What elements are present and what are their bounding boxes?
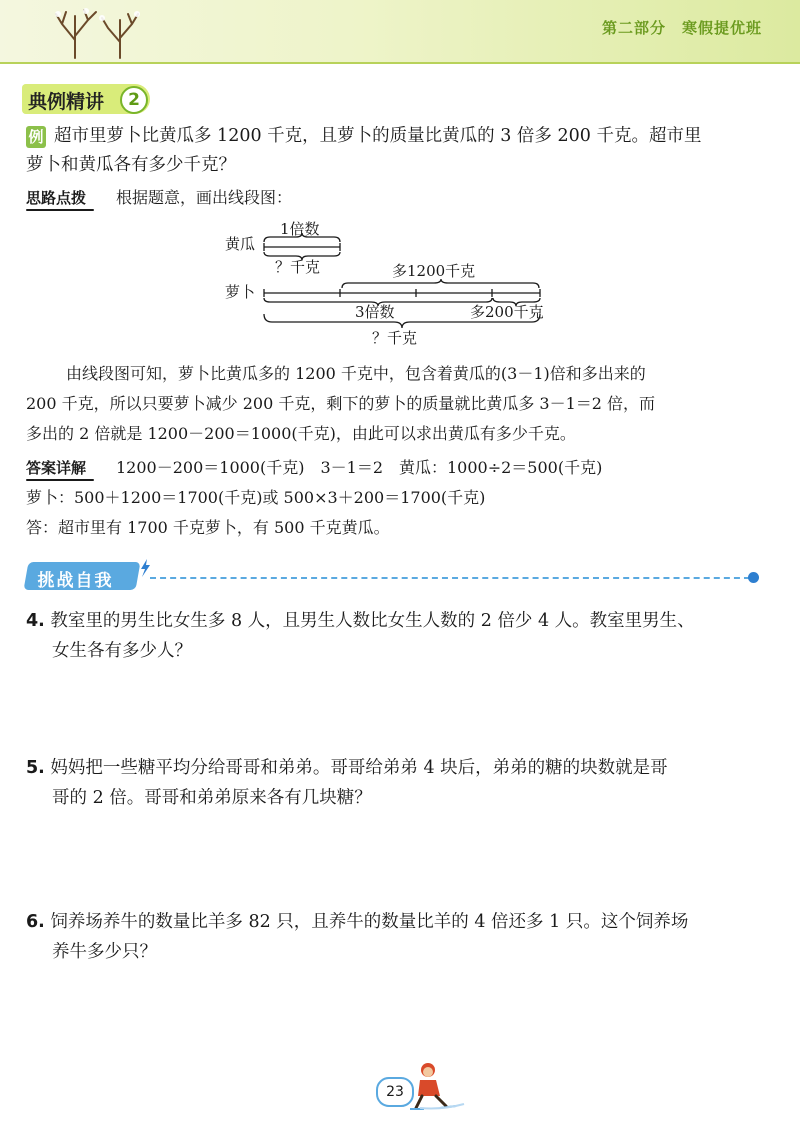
skater-icon [406, 1060, 466, 1112]
line-segment-diagram [0, 0, 800, 360]
analysis-line-3: 多出的 2 倍就是 1200－200＝1000(千克)，由此可以求出黄瓜有多少千克。 [26, 424, 576, 443]
challenge-banner [24, 562, 141, 590]
answer-line-3: 答：超市里有 1700 千克萝卜，有 500 千克黄瓜。 [26, 518, 390, 537]
analysis-line-2: 200 千克，所以只要萝卜减少 200 千克，剩下的萝卜的质量就比黄瓜多 3－1＝2 倍，而 [26, 394, 656, 413]
question-4-line-2: 女生各有多少人？ [52, 641, 192, 661]
question-5-line-2: 哥的 2 倍。哥哥和弟弟原来各有几块糖？ [52, 788, 372, 808]
diagram-unknown-top: ？千克 [275, 258, 321, 276]
hint-tag: 思路点拨 [26, 189, 87, 207]
diagram-more-200: 多200千克 [470, 303, 544, 321]
diagram-more-1200: 多1200千克 [392, 262, 476, 280]
lightning-icon [138, 558, 152, 578]
challenge-divider [150, 577, 750, 579]
header-title: 第二部分 寒假提优班 [601, 19, 762, 37]
question-text: 教室里的男生比女生多 8 人，且男生人数比女生人数的 2 倍少 4 人。教室里男生、 [50, 611, 695, 631]
analysis-line-1: 由线段图可知，萝卜比黄瓜多的 1200 千克中，包含着黄瓜的(3－1)倍和多出来的 [66, 364, 646, 383]
question-text: 妈妈把一些糖平均分给哥哥和弟弟。哥哥给弟弟 4 块后，弟弟的糖的块数就是哥 [50, 758, 668, 778]
diagram-cucumber-label: 黄瓜 [225, 235, 256, 253]
question-6-line-2: 养牛多少只？ [52, 942, 157, 962]
hint-text: 根据题意，画出线段图： [116, 188, 293, 207]
diagram-three-times: 3倍数 [355, 303, 395, 321]
divider-dot [748, 572, 759, 583]
question-5 [26, 758, 668, 778]
brace-three-times [264, 298, 492, 306]
section-label: 典例精讲 [28, 91, 105, 113]
question-number: 4. [26, 611, 45, 631]
diagram-unknown-bottom: ？千克 [372, 329, 418, 347]
question-4 [26, 611, 695, 631]
example-line-1: 超市里萝卜比黄瓜多 1200 千克，且萝卜的质量比黄瓜的 3 倍多 200 千克。超市里 [54, 126, 702, 146]
example-badge: 例 [26, 126, 46, 148]
question-number: 5. [26, 758, 45, 778]
brace-more-1200 [342, 279, 539, 288]
diagram-radish-label: 萝卜 [225, 283, 256, 301]
question-number: 6. [26, 912, 45, 932]
page-number: 23 [376, 1077, 414, 1107]
diagram-one-times: 1倍数 [280, 220, 320, 238]
answer-tag: 答案详解 [26, 459, 87, 477]
answer-line-1: 1200－200＝1000(千克) 3－1＝2 黄瓜：1000÷2＝500(千克) [116, 458, 603, 477]
answer-line-2: 萝卜：500＋1200＝1700(千克)或 500×3＋200＝1700(千克) [26, 488, 486, 507]
example-line-2: 萝卜和黄瓜各有多少千克？ [26, 155, 236, 175]
section-number: 2 [120, 86, 148, 114]
question-6 [26, 912, 688, 932]
challenge-label: 挑战自我 [37, 571, 114, 591]
question-text: 饲养场养牛的数量比羊多 82 只，且养牛的数量比羊的 4 倍还多 1 只。这个饲养场 [50, 912, 689, 932]
